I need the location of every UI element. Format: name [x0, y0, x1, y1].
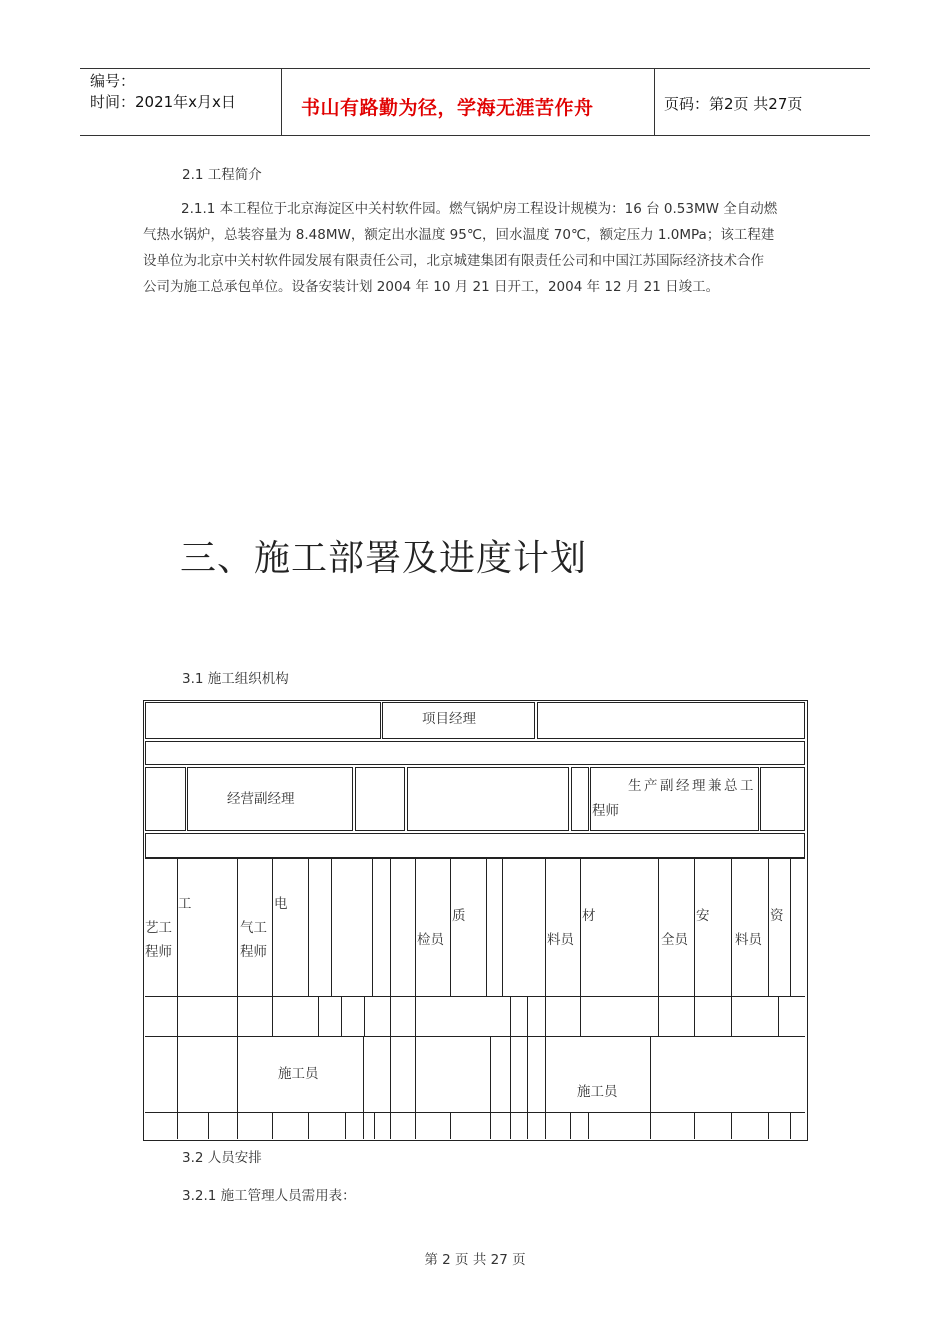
- org-col-line: [237, 1036, 238, 1112]
- org-col-line: [363, 1112, 364, 1139]
- org-col-line: [177, 858, 178, 996]
- qc-label-a: 质: [452, 908, 466, 924]
- process-eng-label-c: 程师: [145, 944, 172, 960]
- org-col-line: [208, 1112, 209, 1139]
- org-col-line: [237, 1112, 238, 1139]
- org-col-line: [364, 996, 365, 1036]
- org-col-line: [390, 996, 391, 1036]
- header-page-label: 页码：第2页 共27页: [664, 95, 803, 113]
- para-line: 公司为施工总承包单位。设备安装计划 2004 年 10 月 21 日开工，2004 年 12 月 21 日竣工。: [143, 279, 720, 295]
- org-col-line: [580, 996, 581, 1036]
- org-col-line: [658, 996, 659, 1036]
- org-col-line: [390, 1112, 391, 1139]
- page-footer: 第 2 页 共 27 页: [424, 1252, 526, 1268]
- safety-label-b: 全员: [661, 932, 688, 948]
- material-label-b: 料员: [547, 932, 574, 948]
- org-col-line: [345, 1112, 346, 1139]
- org-col-line: [778, 996, 779, 1036]
- org-col-line: [510, 1036, 511, 1112]
- process-eng-label-a: 工: [178, 896, 192, 912]
- org-col-line: [237, 996, 238, 1036]
- org-col-line: [177, 1112, 178, 1139]
- header-divider-right: [654, 68, 655, 136]
- org-col-line: [308, 1112, 309, 1139]
- org-col-line: [177, 1036, 178, 1112]
- section-3-2-title: 3.2 人员安排: [182, 1150, 262, 1166]
- worker-label-2: 施工员: [577, 1084, 618, 1100]
- org-col-line: [570, 1112, 571, 1139]
- header-time-label: 时间：2021年x月x日: [90, 93, 236, 111]
- data-clerk-label-b: 料员: [735, 932, 762, 948]
- org-col-line: [658, 858, 659, 996]
- para-line: 2.1.1 本工程位于北京海淀区中关村软件园。燃气锅炉房工程设计规模为：16 台 0.53MW 全自动燃: [181, 201, 778, 217]
- chapter-title: 三、施工部署及进度计划: [180, 538, 588, 579]
- org-col-line: [768, 858, 769, 996]
- org-col-line: [790, 858, 791, 996]
- org-col-line: [545, 996, 546, 1036]
- org-col-line: [490, 1036, 491, 1112]
- org-box: [145, 767, 186, 831]
- elec-eng-label-a: 电: [274, 896, 288, 912]
- org-row-line: [145, 858, 805, 859]
- business-deputy-label: 经营副经理: [227, 791, 295, 807]
- org-col-line: [272, 1112, 273, 1139]
- org-col-line: [731, 858, 732, 996]
- org-col-line: [694, 996, 695, 1036]
- org-col-line: [308, 858, 309, 996]
- org-col-line: [415, 1036, 416, 1112]
- org-col-line: [731, 1112, 732, 1139]
- org-box: [355, 767, 405, 831]
- material-label-a: 材: [582, 908, 596, 924]
- org-col-line: [415, 858, 416, 996]
- org-col-line: [390, 1036, 391, 1112]
- org-col-line: [588, 1112, 589, 1139]
- org-col-line: [545, 1112, 546, 1139]
- org-box: [145, 833, 805, 858]
- org-col-line: [237, 858, 238, 996]
- org-col-line: [415, 1112, 416, 1139]
- header-motto: 书山有路勤为径，学海无涯苦作舟: [301, 97, 594, 119]
- org-col-line: [650, 1112, 651, 1139]
- section-2-1-title: 2.1 工程简介: [182, 167, 262, 183]
- org-col-line: [450, 858, 451, 996]
- org-col-line: [177, 996, 178, 1036]
- org-col-line: [272, 996, 273, 1036]
- org-col-line: [731, 996, 732, 1036]
- org-box: [145, 741, 805, 765]
- org-box: [571, 767, 589, 831]
- org-box: [537, 702, 805, 739]
- org-col-line: [415, 996, 416, 1036]
- org-col-line: [318, 996, 319, 1036]
- header-top-rule: [80, 68, 870, 69]
- data-clerk-label-a: 资: [770, 908, 784, 924]
- section-3-2-1-title: 3.2.1 施工管理人员需用表：: [182, 1188, 356, 1204]
- org-col-line: [694, 858, 695, 996]
- org-col-line: [450, 1112, 451, 1139]
- org-col-line: [363, 1036, 364, 1112]
- production-deputy-label: 生产副经理兼总工: [628, 778, 756, 794]
- org-col-line: [527, 1036, 528, 1112]
- org-col-line: [486, 858, 487, 996]
- org-col-line: [510, 1112, 511, 1139]
- header-divider-left: [281, 68, 282, 136]
- org-col-line: [545, 1036, 546, 1112]
- header-bottom-rule: [80, 135, 870, 136]
- worker-label-1: 施工员: [278, 1066, 319, 1082]
- org-row-line: [145, 1112, 805, 1113]
- org-row-line: [145, 1036, 805, 1037]
- org-col-line: [341, 996, 342, 1036]
- org-box: [407, 767, 569, 831]
- org-col-line: [331, 858, 332, 996]
- org-col-line: [527, 996, 528, 1036]
- org-col-line: [502, 858, 503, 996]
- org-row-line: [145, 996, 805, 997]
- org-col-line: [390, 858, 391, 996]
- org-box: [760, 767, 805, 831]
- process-eng-label-b: 艺工: [145, 920, 172, 936]
- org-col-line: [580, 858, 581, 996]
- org-col-line: [545, 858, 546, 996]
- safety-label-a: 安: [696, 908, 710, 924]
- para-line: 气热水锅炉，总装容量为 8.48MW，额定出水温度 95℃，回水温度 70℃，额定压力 1.0MPa；该工程建: [143, 227, 775, 243]
- org-col-line: [272, 858, 273, 996]
- org-col-line: [768, 1112, 769, 1139]
- org-col-line: [650, 1036, 651, 1112]
- org-box: [145, 702, 381, 739]
- org-col-line: [374, 1112, 375, 1139]
- org-col-line: [490, 1112, 491, 1139]
- org-col-line: [372, 858, 373, 996]
- org-col-line: [510, 996, 511, 1036]
- org-col-line: [527, 1112, 528, 1139]
- qc-label-b: 检员: [417, 932, 444, 948]
- elec-eng-label-b: 气工: [240, 920, 267, 936]
- production-deputy-label-2: 程师: [592, 803, 619, 819]
- project-intro-paragraph: [143, 196, 811, 300]
- elec-eng-label-c: 程师: [240, 944, 267, 960]
- org-col-line: [694, 1112, 695, 1139]
- para-line: 设单位为北京中关村软件园发展有限责任公司，北京城建集团有限责任公司和中国江苏国际经济技术合作: [143, 253, 764, 269]
- section-3-1-title: 3.1 施工组织机构: [182, 671, 289, 687]
- org-col-line: [790, 1112, 791, 1139]
- project-manager-label: 项目经理: [422, 711, 476, 727]
- header-number-label: 编号：: [90, 72, 136, 90]
